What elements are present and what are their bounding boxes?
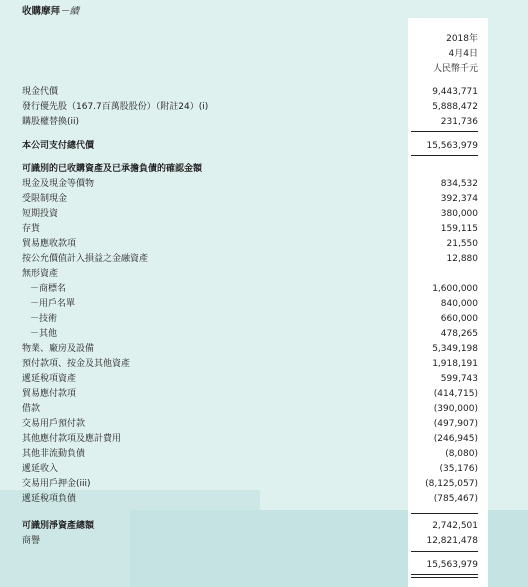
row-value: 9,443,771 <box>432 87 478 97</box>
row-value: 5,888,472 <box>432 102 478 112</box>
grand-total-row <box>22 558 478 573</box>
net-assets-row <box>22 519 478 534</box>
table-row <box>22 462 478 477</box>
row-value: 231,736 <box>440 117 478 127</box>
row-value: (8,125,057) <box>425 479 478 489</box>
row-value: 159,115 <box>440 224 478 234</box>
row-value: (497,907) <box>433 419 478 429</box>
row-label: 無形資產 <box>22 269 59 279</box>
total-consideration-row <box>22 139 478 154</box>
table-row <box>22 417 478 432</box>
row-label: 交易用戶預付款 <box>22 419 86 429</box>
table-row <box>22 312 478 327</box>
row-value: 840,000 <box>440 299 478 309</box>
section-title <box>22 3 79 17</box>
row-value: 392,374 <box>440 194 478 204</box>
table-row <box>22 192 478 207</box>
row-label: 本公司支付總代價 <box>22 141 95 151</box>
row-label: 其他非流動負債 <box>22 449 86 459</box>
goodwill-row <box>22 534 478 549</box>
table-row <box>22 177 478 192</box>
row-value: (390,000) <box>433 404 478 414</box>
row-value: (246,945) <box>433 434 478 444</box>
total-rule <box>411 155 478 156</box>
row-label: 受限制現金 <box>22 194 68 204</box>
row-value: (8,080) <box>445 449 478 459</box>
subtotal-rule <box>411 551 478 552</box>
table-row <box>22 447 478 462</box>
row-label: 遞延稅項負債 <box>22 494 77 504</box>
section-title-suffix: －續 <box>60 6 80 17</box>
table-row <box>22 222 478 237</box>
table-row <box>22 252 478 267</box>
row-label: －商標名 <box>30 284 67 294</box>
table-row <box>22 342 478 357</box>
row-value: 12,821,478 <box>426 536 478 546</box>
row-label: 遞延收入 <box>22 464 59 474</box>
row-value: 1,600,000 <box>432 284 478 294</box>
table-row <box>22 432 478 447</box>
row-value: 12,880 <box>446 254 478 264</box>
double-rule-top <box>411 574 478 575</box>
table-row <box>22 357 478 372</box>
row-label: 交易用戶押金(iii) <box>22 479 91 489</box>
table-row <box>22 492 478 507</box>
row-label: －其他 <box>30 329 58 339</box>
row-value: (35,176) <box>439 464 478 474</box>
table-row <box>22 207 478 222</box>
row-label: 借款 <box>22 404 41 414</box>
table-row <box>22 115 478 130</box>
row-label: 其他應付款項及應計費用 <box>22 434 122 444</box>
row-value: 478,265 <box>440 329 478 339</box>
row-label: 預付款項、按金及其他資產 <box>22 359 131 369</box>
row-label: 發行優先股（167.7百萬股股份）（附註24）(i) <box>22 102 209 112</box>
table-row <box>22 100 478 115</box>
row-label: －技術 <box>30 314 58 324</box>
table-row <box>22 297 478 312</box>
row-value: 660,000 <box>440 314 478 324</box>
row-label: －用戶名單 <box>30 299 76 309</box>
double-rule-bottom <box>411 577 478 578</box>
row-label: 短期投資 <box>22 209 59 219</box>
table-row <box>22 402 478 417</box>
row-value: 1,918,191 <box>432 359 478 369</box>
table-row <box>22 387 478 402</box>
row-label: 貿易應付款項 <box>22 389 77 399</box>
column-header-year: 2018年 <box>446 34 478 44</box>
row-value: 380,000 <box>440 209 478 219</box>
table-row <box>22 327 478 342</box>
row-label: 商譽 <box>22 536 41 546</box>
row-value: 2,742,501 <box>432 521 478 531</box>
row-value: 21,550 <box>446 239 478 249</box>
row-value: 15,563,979 <box>426 560 478 570</box>
row-label: 貿易應收款項 <box>22 239 77 249</box>
assets-heading: 可識別的已收購資產及已承擔負債的確認金額 <box>22 164 203 174</box>
assets-heading-row <box>22 162 478 177</box>
row-label: 購股權替換(ii) <box>22 117 80 127</box>
subtotal-rule <box>411 131 478 132</box>
table-row <box>22 85 478 100</box>
row-value: (785,467) <box>433 494 478 504</box>
table-row <box>22 237 478 252</box>
table-row <box>22 267 478 282</box>
row-value: 599,743 <box>440 374 478 384</box>
section-title-text: 收購摩拜 <box>22 6 61 17</box>
row-value: (414,715) <box>433 389 478 399</box>
row-label: 物業、廠房及設備 <box>22 344 95 354</box>
table-row <box>22 372 478 387</box>
row-label: 現金及現金等價物 <box>22 179 95 189</box>
column-header-date: 4月4日 <box>448 49 478 59</box>
table-row <box>22 282 478 297</box>
row-label: 存貨 <box>22 224 41 234</box>
row-value: 15,563,979 <box>426 141 478 151</box>
row-label: 現金代價 <box>22 87 59 97</box>
row-value: 834,532 <box>440 179 478 189</box>
row-label: 遞延稅項資產 <box>22 374 77 384</box>
row-value: 5,349,198 <box>432 344 478 354</box>
subtotal-rule <box>411 513 478 514</box>
row-label: 可識別淨資產總額 <box>22 521 95 531</box>
column-header-unit: 人民幣千元 <box>432 64 478 74</box>
row-label: 按公允價值計入損益之金融資產 <box>22 254 149 264</box>
table-row <box>22 477 478 492</box>
